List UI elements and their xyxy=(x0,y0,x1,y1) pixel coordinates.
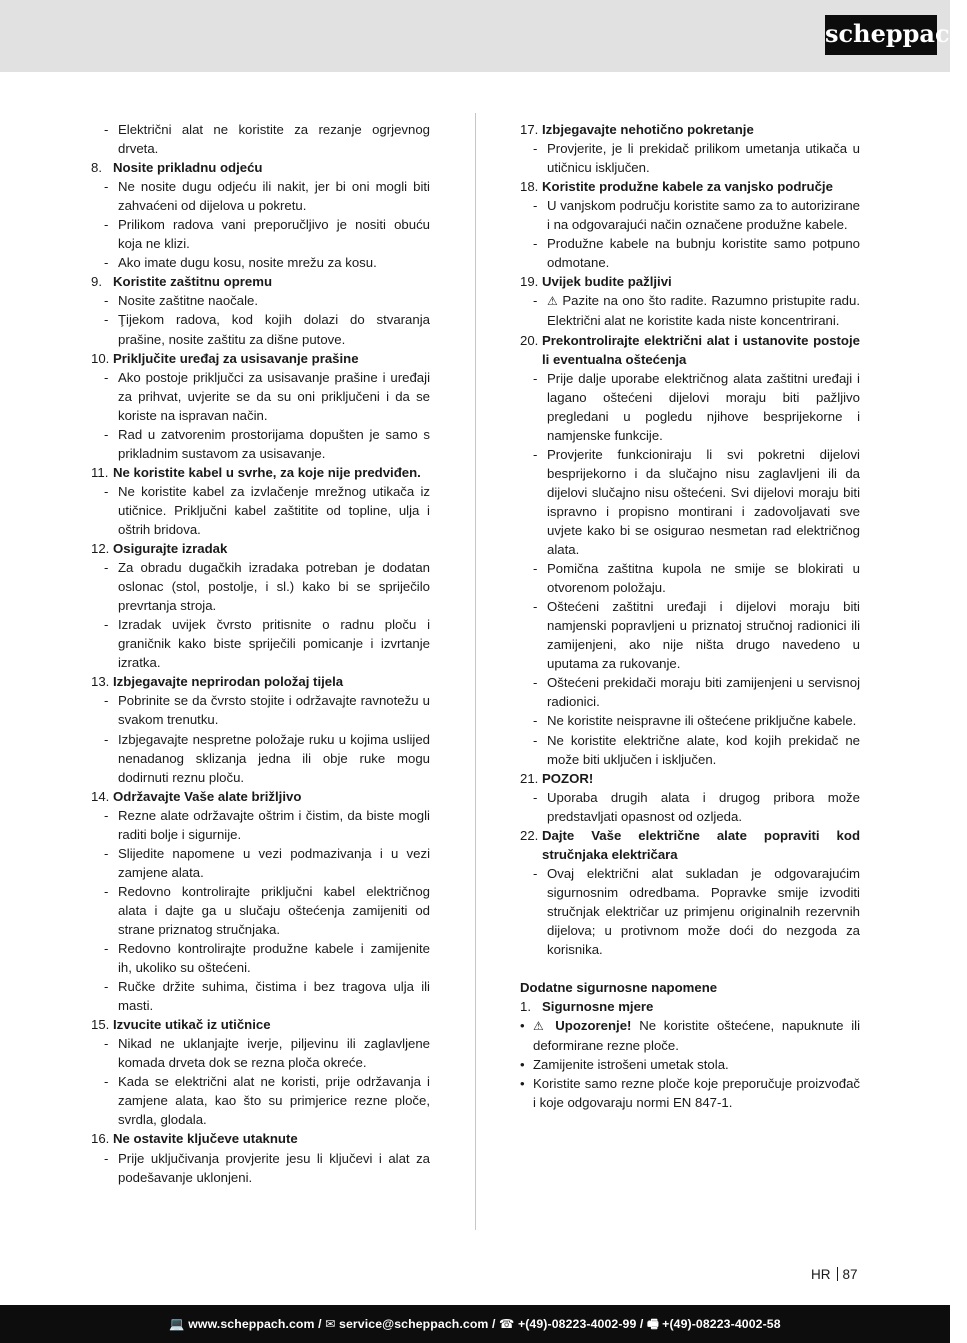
section-heading-text: Osigurajte izradak xyxy=(113,541,228,557)
section-heading xyxy=(520,177,860,196)
list-item-content: Prije uključivanja provjerite jesu li ključevi i alat za podešavanje uklonjeni. xyxy=(118,1150,430,1185)
list-item-text xyxy=(118,1072,430,1129)
dash-marker: - xyxy=(533,675,538,691)
list-item-content: Rad u zatvorenim prostorijama dopušten je samo s prikladnim sustavom za usisavanje. xyxy=(118,426,430,461)
page-separator xyxy=(837,1267,838,1281)
list-item xyxy=(520,731,860,769)
list-item-text xyxy=(118,977,430,1015)
dash-marker: - xyxy=(104,979,109,995)
list-item-content: Slijedite napomene u vezi podmazivanja i u vezi zamjene alata. xyxy=(118,845,430,880)
section-number: 19. xyxy=(520,274,539,290)
dash-marker: - xyxy=(104,1150,109,1166)
list-item xyxy=(91,1072,430,1129)
list-item-content: Redovno kontrolirajte priključni kabel električnog alata i dajte ga u slučaju oštećenja zamijeniti od strane priznatog stručnjaka. xyxy=(118,883,430,937)
list-item xyxy=(91,1034,430,1072)
list-item-text xyxy=(547,597,860,673)
section-heading xyxy=(91,349,430,368)
section-heading-text: Priključite uređaj za usisavanje prašine xyxy=(113,350,359,366)
list-item-content: Ne koristite električne alate, kod kojih prekidač ne može biti uključen i isključen. xyxy=(547,732,860,767)
list-item-text xyxy=(547,673,860,711)
list-item-content: Provjerite funkcioniraju li svi pokretni dijelovi besprijekorno i da slučajno nisu zaglavljeni ili da dijelovi slučajno nisu oštećeni. Svi dijelovi moraju biti ispravno i propisno montirani i zadovoljavati sve uvjete kako bi se osigurao nesmetan rad električnog alata. xyxy=(547,446,860,558)
list-item xyxy=(520,369,860,445)
dash-marker: - xyxy=(104,483,109,499)
list-item-text xyxy=(547,864,860,959)
list-item xyxy=(520,196,860,234)
section-heading xyxy=(520,272,860,291)
list-item-text xyxy=(547,291,860,330)
dash-marker: - xyxy=(533,141,538,157)
list-item-content: Pazite na ono što radite. Razumno pristupite radu. Električni alat ne koristite kada niste koncentrirani. xyxy=(547,293,860,329)
section-heading-text: Ne koristite kabel u svrhe, za koje nije predviđen. xyxy=(113,464,421,480)
list-item xyxy=(520,864,860,959)
list-item xyxy=(520,673,860,711)
list-item-content: Za obradu dugačkih izradaka potreban je dodatan oslonac (stol, postolje, i sl.) kako bi se spriječilo prevrtanja stroja. xyxy=(118,560,430,614)
dash-marker: - xyxy=(104,217,109,233)
list-item-text xyxy=(547,559,860,597)
list-item-text xyxy=(118,691,430,729)
list-item xyxy=(520,711,860,730)
dash-marker: - xyxy=(533,446,538,462)
list-item-content: Pomična zaštitna kupola ne smije se blokirati u otvorenom položaju. xyxy=(547,561,860,596)
section-number: 8. xyxy=(91,160,102,176)
dash-marker: - xyxy=(533,236,538,252)
section-heading-text: Koristite zaštitnu opremu xyxy=(113,274,272,290)
section-heading-text: Koristite produžne kabele za vanjsko područje xyxy=(542,179,833,195)
list-item-text xyxy=(118,120,430,158)
bullet-item-content: Koristite samo rezne ploče koje preporučuje proizvođač i koje odgovaraju normi EN 847-1. xyxy=(533,1076,860,1111)
list-item-content: Pobrinite se da čvrsto stojite i održavajte ravnotežu u svakom trenutku. xyxy=(118,693,430,728)
section-heading xyxy=(91,672,430,691)
list-item xyxy=(520,597,860,673)
section-number: 1. xyxy=(520,999,531,1015)
list-item-content: Prilikom radova vani preporučljivo je nositi obuću koja ne klizi. xyxy=(118,217,430,252)
section-number: 22. xyxy=(520,827,539,843)
list-item-text xyxy=(118,425,430,463)
list-item-content: Nikad ne uklanjajte iverje, piljevinu ili zaglavljene komada drveta dok se rezna ploča okreće. xyxy=(118,1036,430,1071)
dash-marker: - xyxy=(104,293,109,309)
list-item-text xyxy=(118,939,430,977)
section-heading-text: Sigurnosne mjere xyxy=(542,999,654,1015)
list-item xyxy=(91,806,430,844)
list-item xyxy=(520,139,860,177)
list-item xyxy=(520,788,860,826)
section-heading xyxy=(520,769,860,788)
dash-marker: - xyxy=(104,845,109,861)
list-item-text xyxy=(118,882,430,939)
section-heading xyxy=(520,120,860,139)
section-heading xyxy=(520,331,860,369)
list-item-text xyxy=(547,711,860,730)
section-heading-text: Održavajte Vaše alate brižljivo xyxy=(113,788,302,804)
bullet-item-text xyxy=(533,1074,860,1112)
right-column xyxy=(520,120,860,1112)
list-item-text xyxy=(547,139,860,177)
section-heading xyxy=(91,787,430,806)
list-item-text xyxy=(547,731,860,769)
section-number: 20. xyxy=(520,332,539,348)
list-item-text xyxy=(547,234,860,272)
dash-marker: - xyxy=(104,617,109,633)
dash-marker: - xyxy=(104,1074,109,1090)
list-item-content: Oštećeni prekidači moraju biti zamijenjeni u servisnoj radionici. xyxy=(547,675,860,710)
bullet-item-text xyxy=(533,1055,860,1074)
list-item-content: U vanjskom području koristite samo za to autorizirane i na odgovarajući način označene produžne kabele. xyxy=(547,198,860,233)
list-item-text xyxy=(118,368,430,425)
list-item-content: Prije dalje uporabe električnog alata zaštitni uređaji i lagano oštećeni dijelovi moraju biti pažljivo pregledani u pogledu njihove besprijekorne i namjenske funkcije. xyxy=(547,370,860,443)
list-item-content: Rezne alate održavajte oštrim i čistim, da biste mogli raditi bolje i sigurnije. xyxy=(118,807,430,842)
list-item xyxy=(91,120,430,158)
list-item-text xyxy=(118,310,430,348)
list-item-text xyxy=(118,253,430,272)
list-item-content: Produžne kabele na bubnju koristite samo potpuno odmotane. xyxy=(547,236,860,271)
list-item-text xyxy=(547,369,860,445)
dash-marker: - xyxy=(533,561,538,577)
list-item-text xyxy=(118,215,430,253)
section-heading xyxy=(91,463,430,482)
list-item-text xyxy=(118,1034,430,1072)
header-bar xyxy=(0,0,967,72)
list-item-content: Izbjegavajte nespretne položaje ruku u kojima uslijed nenadanog sklizanja jedna ili obje ruke mogu dodirnuti reznu ploču. xyxy=(118,731,430,785)
list-item xyxy=(91,691,430,729)
section-heading-text: Dajte Vaše električne alate popraviti kod stručnjaka električara xyxy=(542,827,860,862)
dash-marker: - xyxy=(104,122,109,137)
dash-marker: - xyxy=(533,599,538,615)
list-item xyxy=(91,558,430,615)
section-heading-text: POZOR! xyxy=(542,770,594,786)
section-number: 17. xyxy=(520,122,539,137)
section-heading xyxy=(91,539,430,558)
list-item xyxy=(91,844,430,882)
section-heading xyxy=(91,158,430,177)
list-item xyxy=(520,234,860,272)
page-number xyxy=(811,1265,858,1284)
section-heading-text: Prekontrolirajte električni alat i ustanovite postoje li eventualna oštećenja xyxy=(542,332,860,367)
bullet-marker: • xyxy=(520,1057,525,1073)
section-number: 10. xyxy=(91,350,110,366)
list-item-content: Provjerite, je li prekidač prilikom umetanja utikača u utičnicu isključen. xyxy=(547,141,860,176)
section-heading-text: Uvijek budite pažljivi xyxy=(542,274,672,290)
dash-marker: - xyxy=(104,883,109,899)
section-title: Dodatne sigurnosne napomene xyxy=(520,980,718,996)
bullet-item xyxy=(520,1055,860,1074)
list-item xyxy=(91,977,430,1015)
list-item-text xyxy=(118,558,430,615)
dash-marker: - xyxy=(533,198,538,214)
section-number: 9. xyxy=(91,274,102,290)
list-item xyxy=(91,425,430,463)
list-item-content: Nosite zaštitne naočale. xyxy=(118,293,259,309)
list-item-text xyxy=(118,844,430,882)
list-item-text xyxy=(118,291,430,310)
list-item xyxy=(91,215,430,253)
list-item xyxy=(91,291,430,310)
dash-marker: - xyxy=(104,731,109,747)
dash-marker: - xyxy=(533,732,538,748)
column-divider xyxy=(475,113,476,1230)
list-item xyxy=(91,368,430,425)
list-item xyxy=(91,310,430,348)
list-item-text xyxy=(547,445,860,559)
list-item-content: Ako postoje priključci za usisavanje prašine i uređaji za prihvat, uvjerite se da su oni priključeni i da se koriste na ispravan način. xyxy=(118,369,430,423)
dash-marker: - xyxy=(104,312,109,328)
dash-marker: - xyxy=(533,293,538,309)
list-item-content: Ţijekom radova, kod kojih dolazi do stvaranja prašine, nosite zaštitu za dišne putove. xyxy=(118,312,430,347)
list-item-text xyxy=(118,806,430,844)
list-item-text xyxy=(547,788,860,826)
section-heading xyxy=(91,1129,430,1148)
list-item-content: Ne koristite neispravne ili oštećene priključne kabele. xyxy=(547,713,857,729)
bullet-item xyxy=(520,1016,860,1055)
list-item xyxy=(91,177,430,215)
list-item-text xyxy=(118,482,430,539)
bullet-marker: • xyxy=(520,1018,525,1034)
bullet-item-content: Zamijenite istrošeni umetak stola. xyxy=(533,1057,729,1073)
dash-marker: - xyxy=(533,713,538,729)
bullet-item xyxy=(520,1074,860,1112)
section-number: 14. xyxy=(91,788,110,804)
section-number: 15. xyxy=(91,1017,110,1033)
list-item-text xyxy=(118,1149,430,1187)
dash-marker: - xyxy=(104,369,109,385)
list-item-content: Ručke držite suhima, čistima i bez tragova ulja ili masti. xyxy=(118,979,430,1014)
section-number: 12. xyxy=(91,541,110,557)
list-item xyxy=(91,882,430,939)
section-heading xyxy=(91,272,430,291)
section-number: 18. xyxy=(520,179,539,195)
list-item xyxy=(91,253,430,272)
warning-label: Upozorenje! xyxy=(555,1018,632,1034)
page-number-value: 87 xyxy=(842,1267,858,1282)
warning-icon: ⚠ xyxy=(533,1019,556,1034)
dash-marker: - xyxy=(104,693,109,709)
list-item-text xyxy=(118,615,430,672)
dash-marker: - xyxy=(104,560,109,576)
section-number: 11. xyxy=(91,464,109,480)
left-column xyxy=(91,120,430,1187)
list-item-content: Ako imate dugu kosu, nosite mrežu za kosu. xyxy=(118,255,377,271)
language-code: HR xyxy=(811,1267,831,1282)
list-item xyxy=(91,1149,430,1187)
list-item-content: Kada se električni alat ne koristi, prije održavanja i zamjene alata, kao što su primjerice rezne ploče, svrdla, glodala. xyxy=(118,1074,430,1128)
section-heading xyxy=(91,1015,430,1034)
section-heading-text: Ne ostavite ključeve utaknute xyxy=(113,1131,298,1147)
bullet-item-content: Ne koristite oštećene, napuknute ili deformirane rezne ploče. xyxy=(533,1018,861,1054)
list-item-content: Uporaba drugih alata i drugog pribora može predstavljati opasnost od ozljeda. xyxy=(547,789,860,824)
dash-marker: - xyxy=(104,1036,109,1052)
section-heading-text: Nosite prikladnu odjeću xyxy=(113,160,263,176)
bullet-marker: • xyxy=(520,1076,525,1092)
dash-marker: - xyxy=(104,807,109,823)
list-item-text xyxy=(118,730,430,787)
spacer xyxy=(520,959,860,978)
scheppach-logo: scheppach xyxy=(825,15,937,55)
list-item-content: Ovaj električni alat sukladan je odgovarajućim sigurnosnim odredbama. Popravke smije izvoditi stručnjak električar uz primjenu originalnih rezervnih dijelova; u protivnom može doći do nezgoda za korisnika. xyxy=(547,865,860,958)
list-item xyxy=(520,291,860,330)
list-item xyxy=(91,730,430,787)
list-item xyxy=(91,939,430,977)
dash-marker: - xyxy=(533,370,538,386)
list-item xyxy=(520,445,860,559)
list-item xyxy=(520,559,860,597)
warning-icon: ⚠ xyxy=(547,294,563,309)
list-item-content: Redovno kontrolirajte produžne kabele i zamijenite ih, ukoliko su oštećeni. xyxy=(118,941,430,976)
section-number: 13. xyxy=(91,674,110,690)
dash-marker: - xyxy=(104,426,109,442)
dash-marker: - xyxy=(104,255,109,271)
list-item-content: Električni alat ne koristite za rezanje ogrjevnog drveta. xyxy=(118,122,430,157)
section-heading xyxy=(520,826,860,864)
section-heading-text: Izvucite utikač iz utičnice xyxy=(113,1017,271,1033)
list-item-text xyxy=(118,177,430,215)
section-number: 16. xyxy=(91,1131,110,1147)
list-item-content: Oštećeni zaštitni uređaji i dijelovi moraju biti namjenski popravljeni u priznatoj stručnoj radionici ili zamijenjeni, ako nije ništa drugo navedeno u uputama za rukovanje. xyxy=(547,599,860,672)
list-item-content: Ne koristite kabel za izvlačenje mrežnog utikača iz utičnice. Priključni kabel zaštitite od topline, ulja i oštrih bridova. xyxy=(118,483,430,537)
list-item-content: Izradak uvijek čvrsto pritisnite o radnu ploču i graničnik kako biste spriječili pomicanje i izvrtanje izratka. xyxy=(118,617,430,671)
bullet-item-text xyxy=(533,1016,860,1055)
section-heading-text: Izbjegavajte neprirodan položaj tijela xyxy=(113,674,344,690)
footer-contact-bar: 💻 www.scheppach.com / ✉ service@scheppach.com / ☎ +(49)-08223-4002-99 / 🖷 +(49)-08223-4002-58 xyxy=(0,1305,950,1343)
list-item xyxy=(91,615,430,672)
list-item-content: Ne nosite dugu odjeću ili nakit, jer bi oni mogli biti zahvaćeni od dijelova u pokretu. xyxy=(118,179,430,214)
list-item xyxy=(91,482,430,539)
dash-marker: - xyxy=(533,865,538,881)
section-heading-text: Izbjegavajte nehotično pokretanje xyxy=(542,122,754,137)
dash-marker: - xyxy=(104,941,109,957)
dash-marker: - xyxy=(104,179,109,195)
list-item-text xyxy=(547,196,860,234)
section-heading xyxy=(520,997,860,1016)
dash-marker: - xyxy=(533,789,538,805)
section-number: 21. xyxy=(520,770,539,786)
